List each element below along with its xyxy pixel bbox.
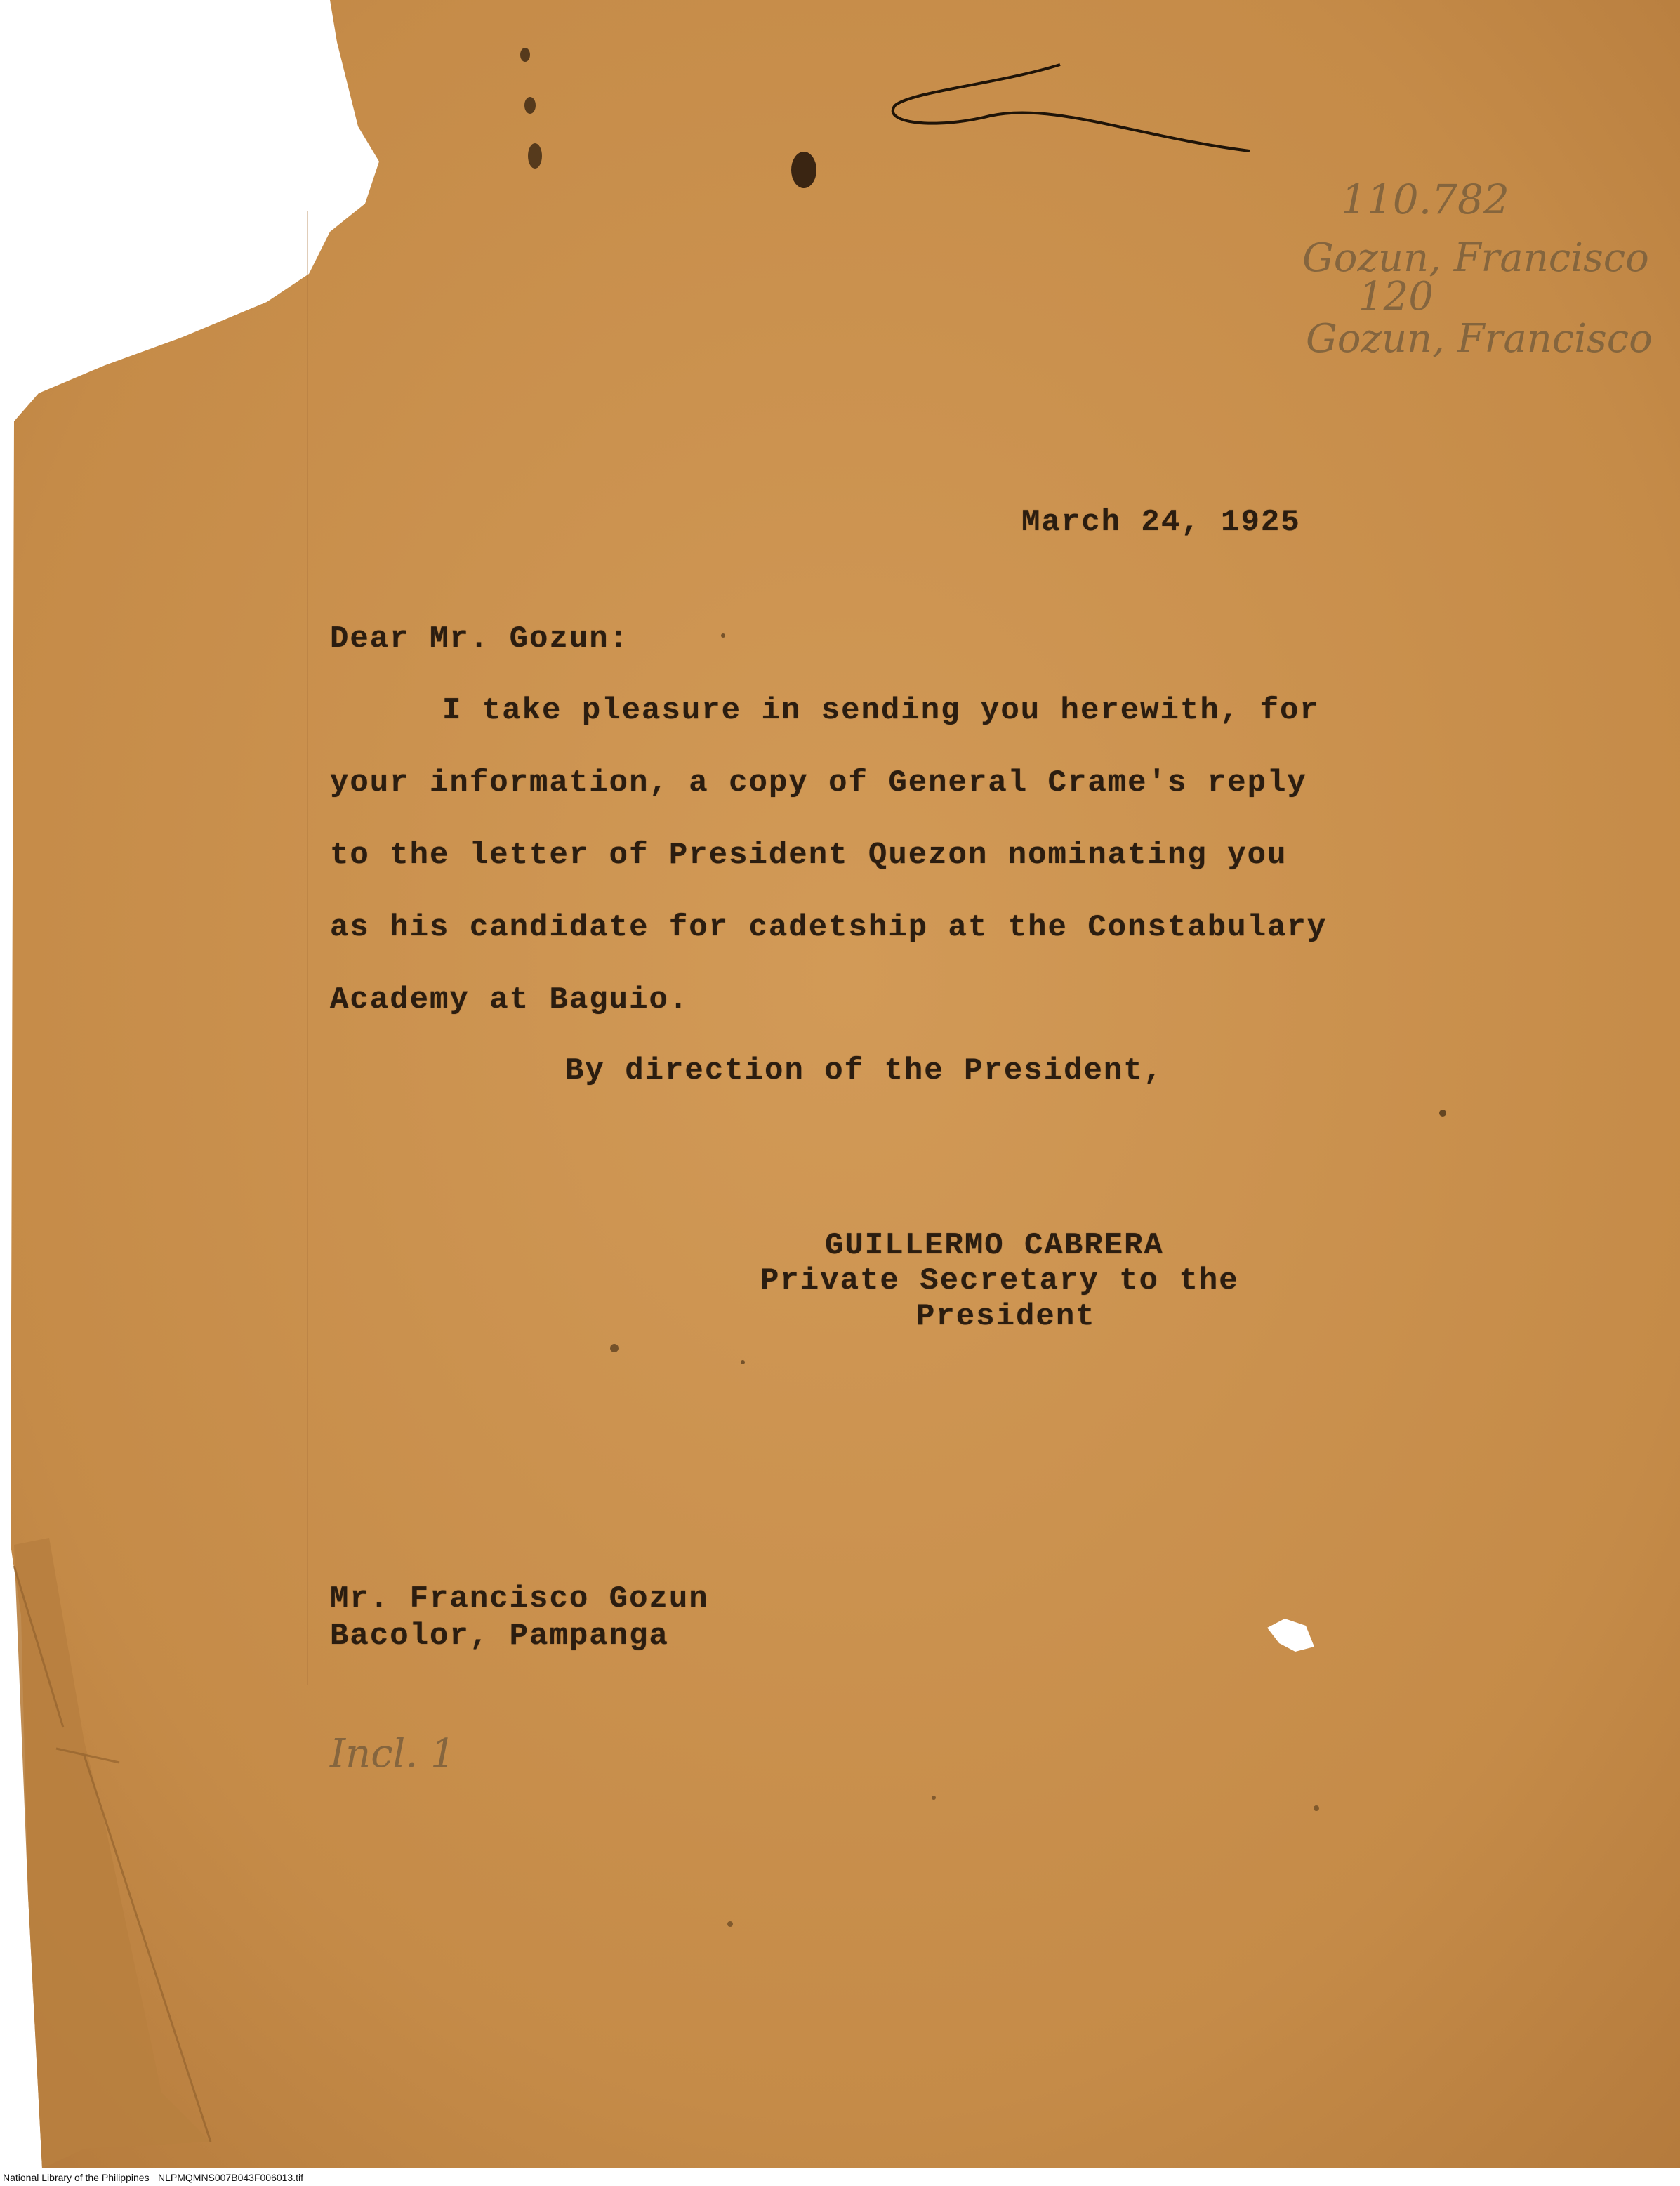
file-number-note: 110.782 [1341, 176, 1509, 223]
addressee-location: Bacolor, Pampanga [330, 1619, 669, 1654]
footer-file-id: NLPMQMNS007B043F006013.tif [158, 2172, 303, 2183]
signature-title-2: President [916, 1299, 1096, 1334]
signature-name: GUILLERMO CABRERA [825, 1228, 1164, 1263]
closing-line: By direction of the President, [565, 1053, 1164, 1088]
body-line-1: I take pleasure in sending you herewith, for [442, 693, 1320, 728]
enclosure-note: Incl. 1 [330, 1731, 456, 1777]
salutation: Dear Mr. Gozun: [330, 621, 630, 657]
name-note-2: Gozun, Francisco [1306, 316, 1653, 362]
letter-date: March 24, 1925 [1021, 505, 1301, 540]
signature-title-1: Private Secretary to the [760, 1263, 1239, 1298]
body-line-3: to the letter of President Quezon nominating you [330, 838, 1288, 873]
body-line-2: your information, a copy of General Crame's reply [330, 765, 1307, 801]
number-note: 120 [1358, 274, 1434, 320]
name-note-1: Gozun, Francisco [1302, 235, 1649, 281]
body-line-4: as his candidate for cadetship at the Constabulary [330, 910, 1328, 945]
addressee-name: Mr. Francisco Gozun [330, 1581, 709, 1617]
footer-library: National Library of the Philippines [3, 2172, 150, 2183]
body-line-5: Academy at Baguio. [330, 982, 689, 1018]
